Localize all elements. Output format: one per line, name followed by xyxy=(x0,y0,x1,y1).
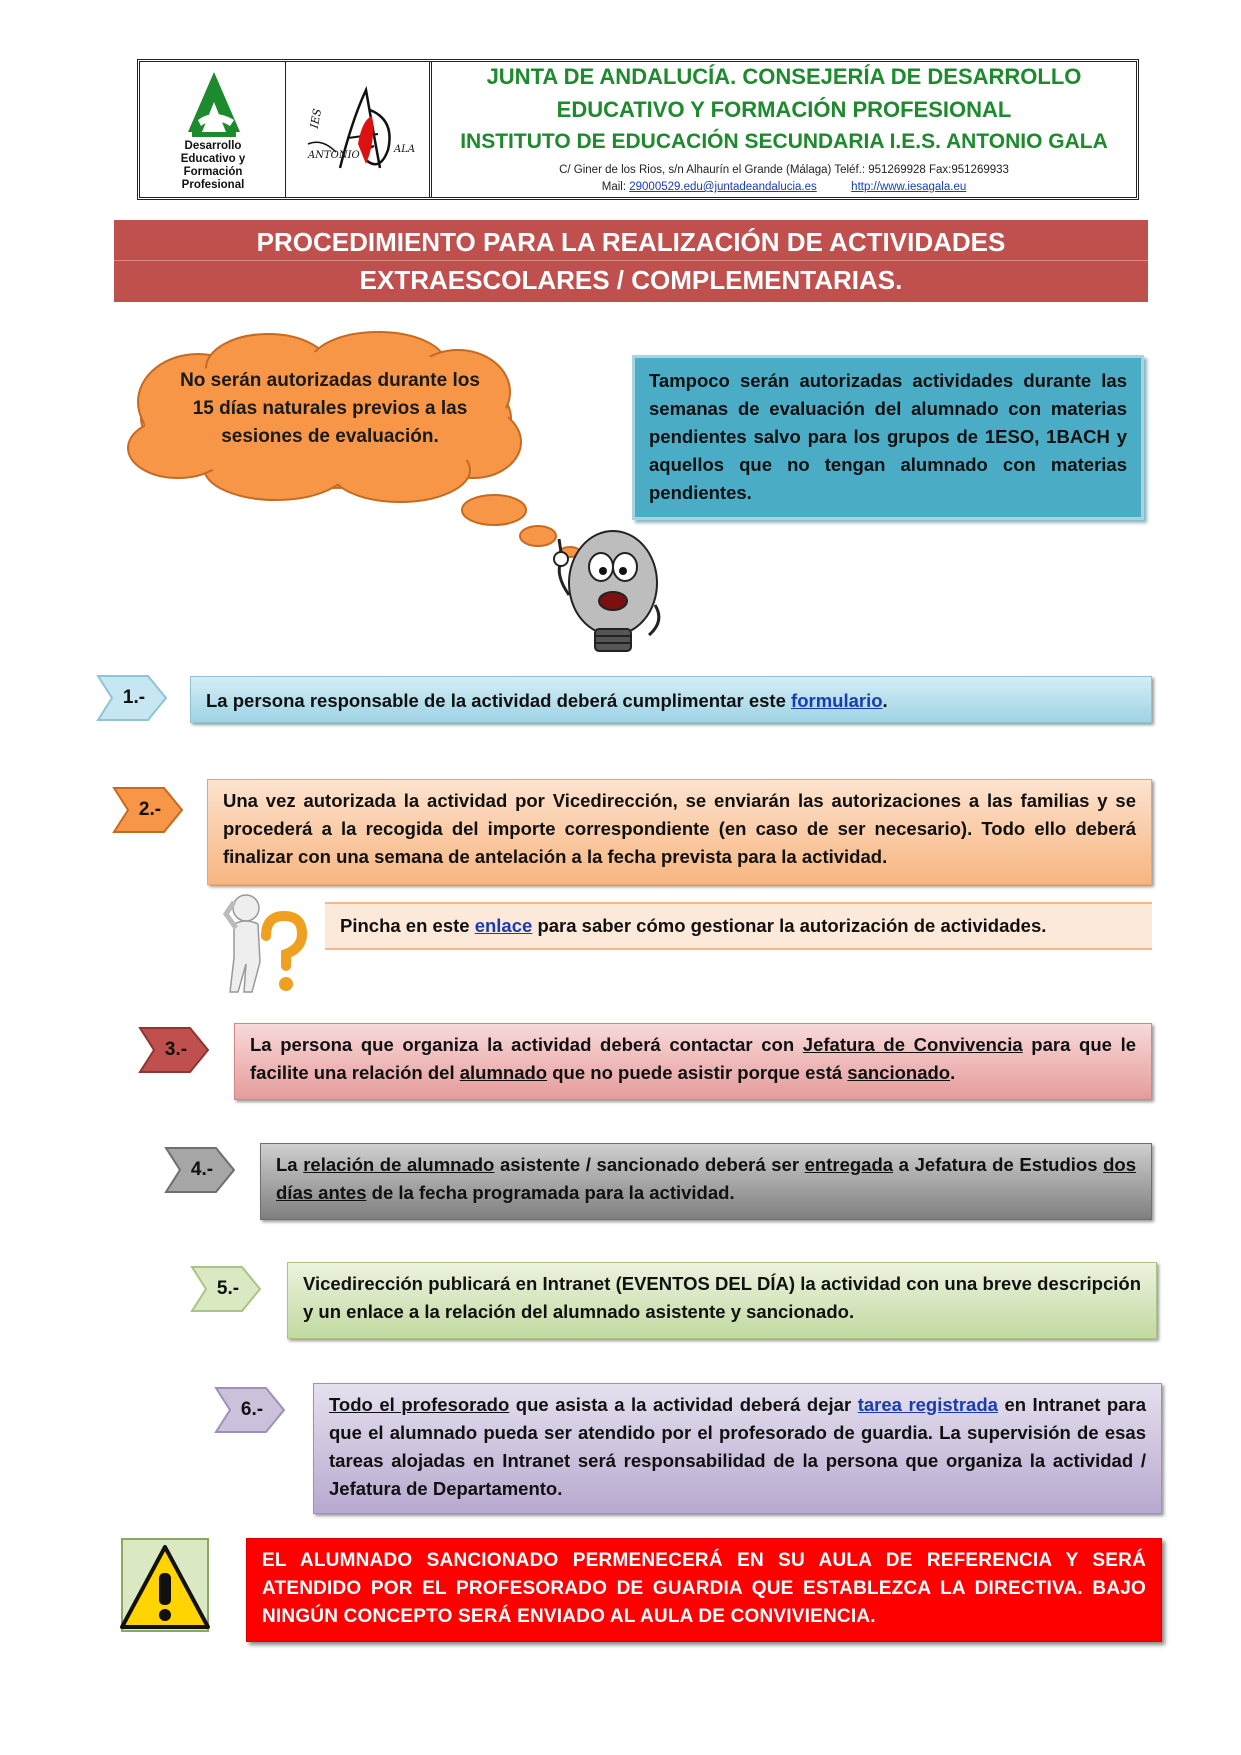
header-line-3: INSTITUTO DE EDUCACIÓN SECUNDARIA I.E.S. ANTONIO GALA xyxy=(460,130,1108,153)
pincha-text-end: para saber cómo gestionar la autorización de actividades. xyxy=(532,915,1047,936)
entregada-text: entregada xyxy=(804,1154,894,1175)
mail-link[interactable]: 29000529.edu@juntadeandalucia.es xyxy=(629,181,817,193)
sancionado-text: sancionado xyxy=(847,1062,951,1083)
step-3-box xyxy=(234,1023,1152,1100)
thinking-person-question-icon xyxy=(222,892,308,996)
step-1-text: La persona responsable de la actividad deberá cumplimentar este xyxy=(206,690,792,711)
step-1-tag xyxy=(96,674,166,722)
step-3-text-d: . xyxy=(950,1062,956,1083)
step-2-tag xyxy=(112,786,182,834)
step-4-text-a: La xyxy=(276,1154,304,1175)
ies-logo-cell xyxy=(286,62,432,197)
warning-icon xyxy=(116,1537,214,1637)
step-3-text-c: que no puede asistir porque está xyxy=(547,1062,848,1083)
header-line-1: JUNTA DE ANDALUCÍA. CONSEJERÍA DE DESARROLLO xyxy=(486,64,1082,89)
warning-box: EL ALUMNADO SANCIONADO PERMENECERÁ EN SU AULA DE REFERENCIA Y SERÁ ATENDIDO POR EL PROFESORADO DE GUARDIA QUE ESTABLEZCA LA DIRECTIVA. BAJO NINGÚN CONCEPTO SERÁ ENVIADO AL AULA DE CONVIVIENCIA. xyxy=(246,1538,1162,1642)
step-3-text-b: para que le facilite una relación del xyxy=(250,1034,1136,1083)
step-6-box xyxy=(313,1383,1162,1514)
step-6-label: 6.- xyxy=(240,1399,264,1420)
title-line-2: EXTRAESCOLARES / COMPLEMENTARIAS. xyxy=(359,265,903,295)
pincha-text: Pincha en este xyxy=(340,915,475,936)
junta-logo-text: Desarrollo Educativo y Formación Profesional xyxy=(180,140,246,191)
enlace-link[interactable]: enlace xyxy=(474,915,533,936)
title-line-1: PROCEDIMIENTO PARA LA REALIZACIÓN DE ACTIVIDADES xyxy=(114,224,1148,261)
header-table xyxy=(137,59,1139,200)
step-6-tag xyxy=(214,1386,284,1434)
step-3-text-a: La persona que organiza la actividad deberá contactar con xyxy=(250,1034,803,1055)
formulario-link[interactable]: formulario xyxy=(791,690,883,711)
ies-logo-text: IES xyxy=(307,107,325,130)
jefatura-convivencia-text: Jefatura de Convivencia xyxy=(802,1034,1023,1055)
step-1-text-end: . xyxy=(882,690,888,711)
header-contact xyxy=(432,181,1136,193)
dos-dias-antes-text: dos días antes xyxy=(276,1154,1136,1203)
step-1-box xyxy=(190,676,1152,723)
antonio-logo-text: ANTONIO xyxy=(308,150,360,161)
header-text-cell xyxy=(432,62,1136,197)
web-link[interactable]: http://www.iesagala.eu xyxy=(851,181,967,193)
lightbulb-character-icon xyxy=(545,525,663,660)
step-6-text-a: que asista a la actividad deberá dejar xyxy=(509,1394,858,1415)
step-1-label: 1.- xyxy=(122,687,146,708)
step-5-box: Vicedirección publicará en Intranet (EVENTOS DEL DÍA) la actividad con una breve descripción y un enlace a la relación del alumnado asistente y sancionado. xyxy=(287,1262,1157,1339)
step-4-text-d: de la fecha programada para la actividad. xyxy=(366,1182,735,1203)
step-2-box: Una vez autorizada la actividad por Vicedirección, se enviarán las autorizaciones a las familias y se procederá a la recogida del importe correspondiente (en caso de ser necesario). Todo ello deberá finalizar con una semana de antelación a la fecha prevista para la actividad. xyxy=(207,779,1152,885)
pincha-box xyxy=(325,902,1152,950)
header-address: C/ Giner de los Rios, s/n Alhaurín el Grande (Málaga) Teléf.: 951269928 Fax:951269933 xyxy=(559,164,1009,176)
step-4-label: 4.- xyxy=(190,1159,214,1180)
evaluation-note-box: Tampoco serán autorizadas actividades durante las semanas de evaluación del alumnado con materias pendientes salvo para los grupos de 1ESO, 1BACH y aquellos que no tengan alumnado con materias pendientes. xyxy=(632,355,1144,520)
ies-antonio-gala-logo-icon xyxy=(300,80,418,180)
relacion-alumnado-text: relación de alumnado xyxy=(303,1154,495,1175)
junta-logo-cell xyxy=(140,62,286,197)
step-2-label: 2.- xyxy=(138,799,162,820)
step-5-label: 5.- xyxy=(216,1278,240,1299)
junta-andalucia-logo-icon xyxy=(184,70,244,138)
step-5-tag xyxy=(190,1265,260,1313)
step-4-tag xyxy=(164,1146,234,1194)
step-4-text-c: a Jefatura de Estudios xyxy=(893,1154,1104,1175)
cloud-text: No serán autorizadas durante los 15 días naturales previos a las sesiones de evaluación. xyxy=(180,370,480,447)
page-title xyxy=(114,220,1148,302)
step-6-text-b: en Intranet para que el alumnado pueda ser atendido por el profesorado de guardia. La supervisión de esas tareas alojadas en Intranet será responsabilidad de la persona que organiza la actividad / Jefatura de Departamento. xyxy=(329,1394,1147,1499)
gala-logo-text: ALA xyxy=(394,144,416,155)
step-3-tag xyxy=(138,1026,208,1074)
step-4-box xyxy=(260,1143,1152,1220)
alumnado-text: alumnado xyxy=(459,1062,548,1083)
mail-label: Mail: xyxy=(601,181,630,193)
tarea-registrada-link[interactable]: tarea registrada xyxy=(857,1394,998,1415)
header-line-2: EDUCATIVO Y FORMACIÓN PROFESIONAL xyxy=(556,97,1012,122)
todo-profesorado-text: Todo el profesorado xyxy=(329,1394,510,1415)
step-4-text-b: asistente / sancionado deberá ser xyxy=(494,1154,805,1175)
step-3-label: 3.- xyxy=(164,1039,188,1060)
